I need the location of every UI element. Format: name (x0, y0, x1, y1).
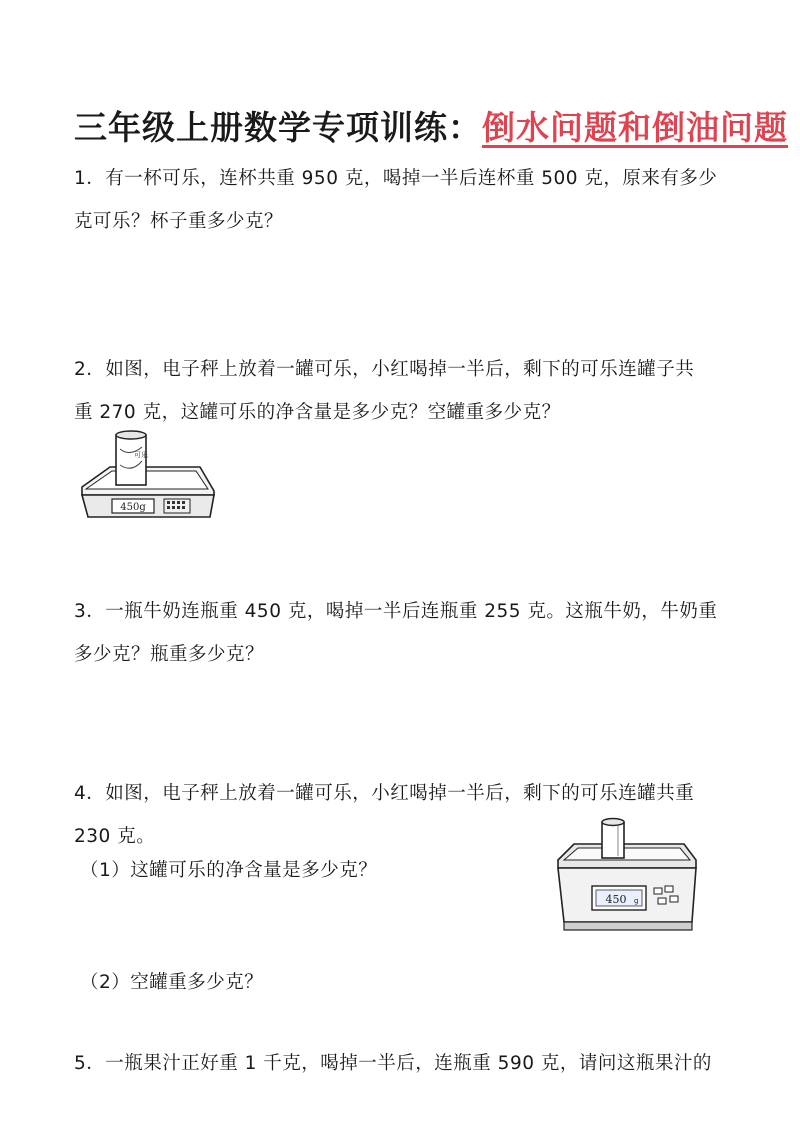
question-4-part-2: （2）空罐重多少克？ (80, 972, 264, 993)
scale-with-can-illustration (552, 816, 702, 936)
question-5-line-1: 5．一瓶果汁正好重 1 千克，喝掉一半后，连瓶重 590 克，请问这瓶果汁的 (74, 1053, 712, 1074)
scale-with-can-illustration (72, 425, 222, 530)
scale-unit: g (634, 897, 639, 905)
question-1-line-1: 1．有一杯可乐，连杯共重 950 克，喝掉一半后连杯重 500 克，原来有多少 (74, 168, 718, 189)
question-4-line-1: 4．如图，电子秤上放着一罐可乐，小红喝掉一半后，剩下的可乐连罐共重 (74, 783, 695, 804)
question-2 (74, 348, 734, 434)
question-4-part-1: （1）这罐可乐的净含量是多少克？ (80, 860, 378, 881)
question-2-line-2: 重 270 克，这罐可乐的净含量是多少克？空罐重多少克？ (74, 402, 561, 423)
question-3 (74, 590, 734, 676)
title-main: 三年级上册数学专项训练： (74, 108, 482, 147)
scale-reading: 450 (605, 893, 627, 906)
question-3-line-1: 3．一瓶牛奶连瓶重 450 克，喝掉一半后连瓶重 255 克。这瓶牛奶，牛奶重 (74, 601, 718, 622)
question-1 (74, 157, 734, 243)
scale-reading: 450g (120, 502, 146, 513)
can-label: 可乐 (134, 451, 148, 459)
question-4-line-2: 230 克。 (74, 826, 156, 847)
question-1-line-2: 克可乐？杯子重多少克？ (74, 211, 284, 232)
question-2-line-1: 2．如图，电子秤上放着一罐可乐，小红喝掉一半后，剩下的可乐连罐子共 (74, 359, 695, 380)
question-3-line-2: 多少克？瓶重多少克？ (74, 644, 265, 665)
page-title (74, 104, 788, 152)
title-highlight: 倒水问题和倒油问题 (482, 108, 788, 147)
question-5 (74, 1042, 734, 1085)
